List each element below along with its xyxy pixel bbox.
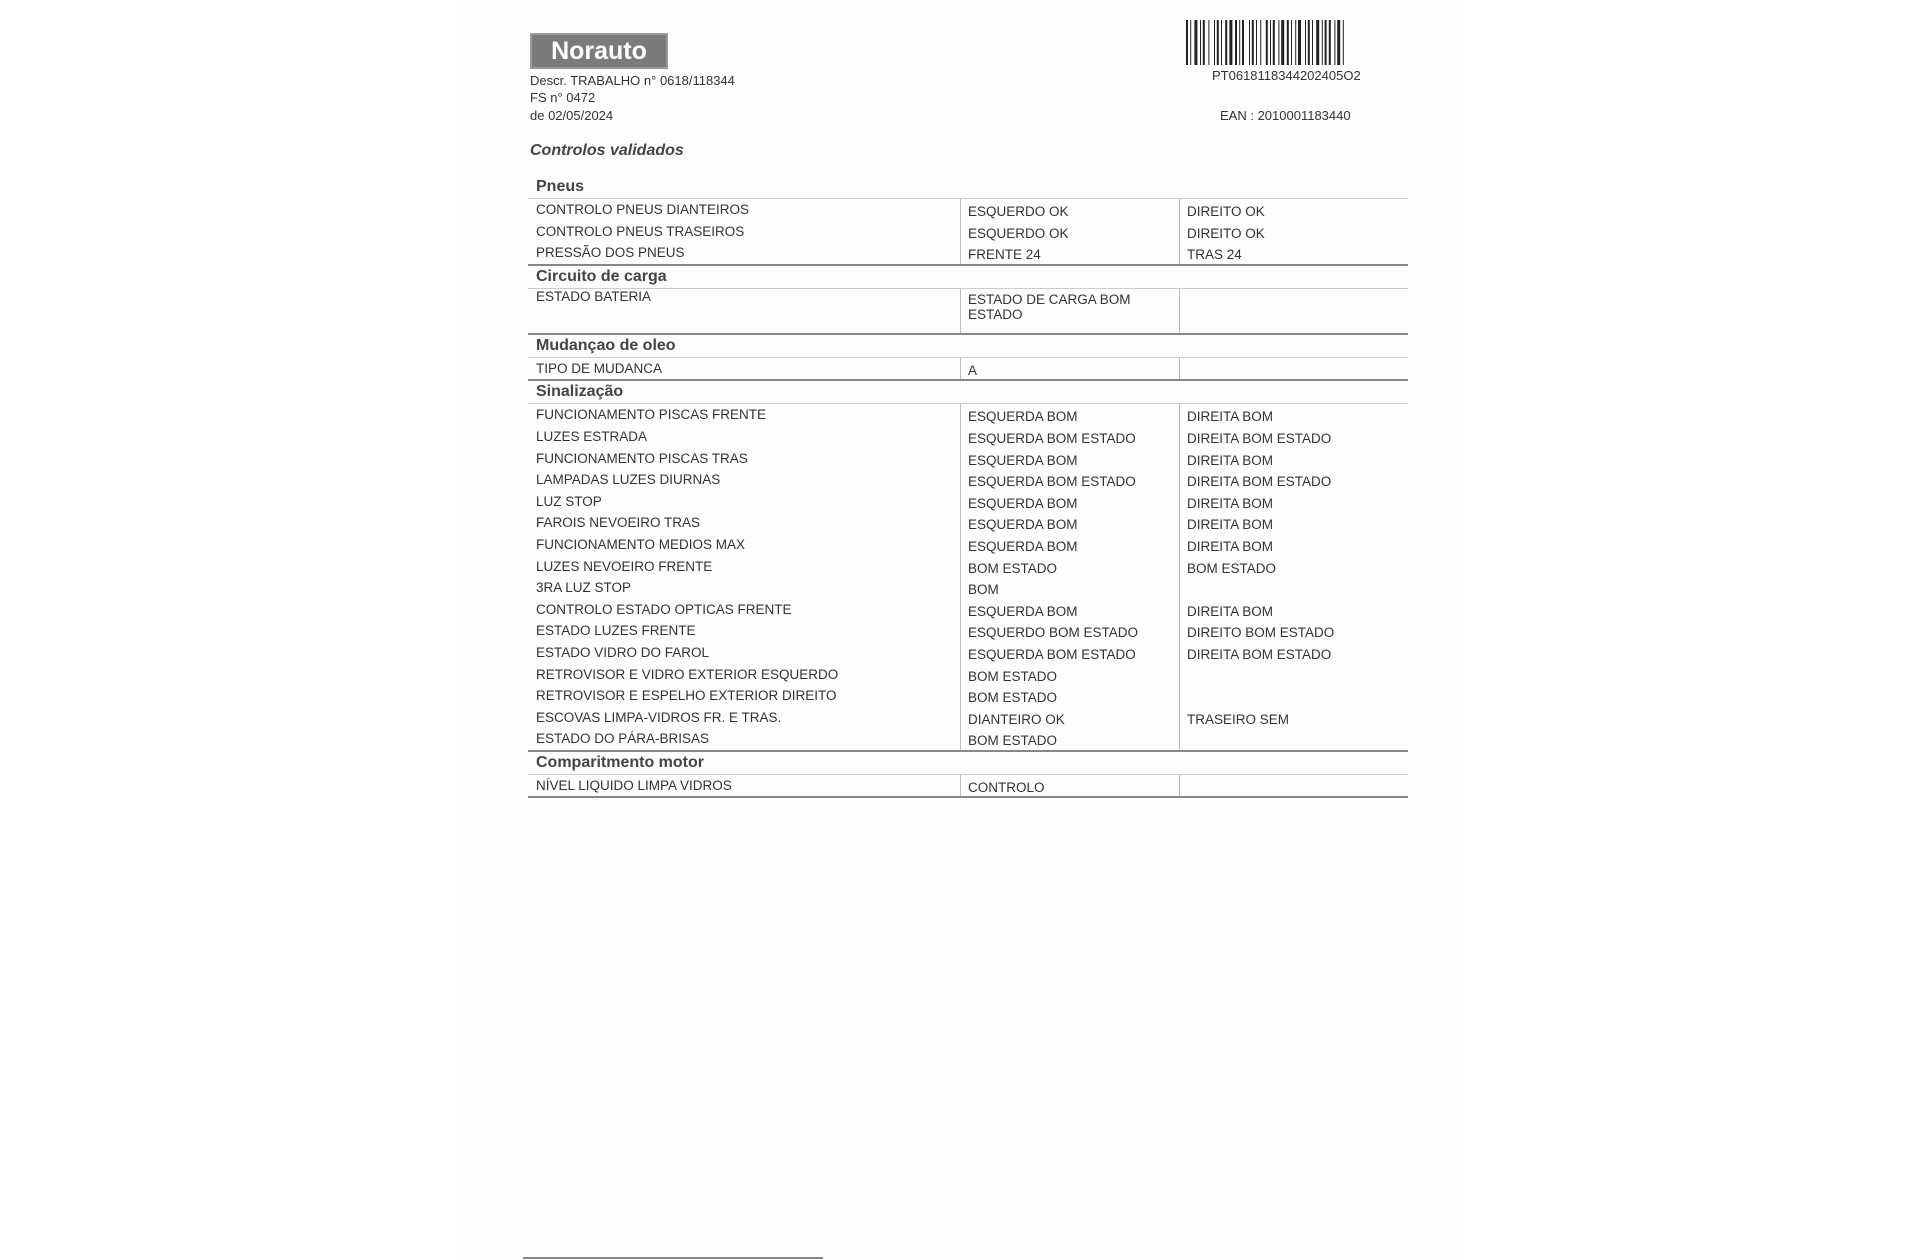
result-right: TRAS 24 [1179,242,1408,264]
table-row [528,707,1408,729]
control-name: FUNCIONAMENTO PISCAS FRENTE [536,407,767,423]
work-description: Descr. TRABALHO n° 0618/118344 [530,73,735,88]
control-name: CONTROLO PNEUS TRASEIROS [536,223,745,239]
result-left: ESQUERDO OK [960,221,1179,243]
result-left: BOM ESTADO [960,556,1179,578]
control-name: LUZES NEVOEIRO FRENTE [536,558,713,574]
result-right: DIREITA BOM [1179,404,1408,426]
result-right: BOM ESTADO [1179,556,1408,578]
controls-table [528,176,1408,798]
result-right: TRASEIRO SEM [1179,707,1408,729]
result-right: DIREITA BOM [1179,448,1408,470]
page-divider [523,1257,823,1259]
result-left: BOM [960,577,1179,599]
table-row [528,358,1408,380]
control-name: ESTADO LUZES FRENTE [536,623,696,639]
result-left: DIANTEIRO OK [960,707,1179,729]
result-left: BOM ESTADO [960,685,1179,707]
control-name: ESTADO DO PÁRA-BRISAS [536,731,710,747]
table-row [528,577,1408,599]
result-right: DIREITA BOM ESTADO [1179,469,1408,491]
result-right: DIREITO BOM ESTADO [1179,620,1408,642]
result-right [1179,685,1408,707]
result-right: DIREITA BOM [1179,512,1408,534]
control-name: TIPO DE MUDANCA [536,360,663,376]
control-name: PRESSÃO DOS PNEUS [536,245,685,261]
table-row [528,620,1408,642]
control-name: ESTADO VIDRO DO FAROL [536,644,710,660]
result-left: ESQUERDA BOM ESTADO [960,469,1179,491]
table-row [528,556,1408,578]
result-left: ESQUERDO BOM ESTADO [960,620,1179,642]
table-row [528,404,1408,426]
control-name: CONTROLO ESTADO OPTICAS FRENTE [536,601,792,617]
group-title: Sinalização [536,383,624,401]
result-left: BOM ESTADO [960,728,1179,750]
result-left: ESQUERDA BOM [960,404,1179,426]
table-row [528,642,1408,664]
result-left: ESQUERDA BOM [960,534,1179,556]
result-right [1179,664,1408,686]
result-right [1179,358,1408,380]
result-right: DIREITA BOM [1179,491,1408,513]
barcode-number: PT0618118344202405O2 [1212,68,1361,83]
control-name: RETROVISOR E VIDRO EXTERIOR ESQUERDO [536,666,839,682]
result-right: DIREITA BOM [1179,599,1408,621]
result-left: ESQUERDO OK [960,199,1179,221]
control-name: ESCOVAS LIMPA-VIDROS FR. E TRAS. [536,709,782,725]
table-row [528,426,1408,448]
control-name: LUZ STOP [536,493,602,509]
result-left: ESQUERDA BOM [960,512,1179,534]
page-title: Controlos validados [530,142,684,159]
result-right [1179,775,1408,797]
result-left: CONTROLO [960,775,1179,797]
control-name: FAROIS NEVOEIRO TRAS [536,515,701,531]
result-left: BOM ESTADO [960,664,1179,686]
control-name: NÍVEL LIQUIDO LIMPA VIDROS [536,777,732,793]
table-row [528,242,1408,264]
norauto-logo: Norauto [530,33,668,69]
ean-code: EAN : 2010001183440 [1220,108,1351,123]
table-row [528,775,1408,797]
table-row [528,685,1408,707]
table-row [528,448,1408,470]
result-left: A [960,358,1179,380]
result-right: DIREITA BOM [1179,534,1408,556]
control-name: CONTROLO PNEUS DIANTEIROS [536,202,750,217]
table-row [528,289,1408,333]
group-title: Pneus [536,178,585,195]
result-left: ESQUERDA BOM ESTADO [960,642,1179,664]
result-left: ESQUERDA BOM [960,599,1179,621]
result-left: FRENTE 24 [960,242,1179,264]
table-row [528,469,1408,491]
result-right: DIREITO OK [1179,221,1408,243]
group-title: Comparitmento motor [536,753,704,771]
fs-number: FS n° 0472 [530,90,596,105]
result-right [1179,728,1408,750]
control-name: RETROVISOR E ESPELHO EXTERIOR DIREITO [536,688,837,704]
control-name: LAMPADAS LUZES DIURNAS [536,472,721,488]
result-left: ESQUERDA BOM ESTADO [960,426,1179,448]
document-date: de 02/05/2024 [530,108,614,123]
table-row [528,491,1408,513]
group-title: Circuito de carga [536,267,667,285]
table-row [528,534,1408,556]
table-row [528,599,1408,621]
table-row [528,728,1408,750]
table-row [528,664,1408,686]
barcode-image [1186,20,1396,65]
group-title: Mudançao de oleo [536,336,676,354]
result-right: DIREITA BOM ESTADO [1179,642,1408,664]
result-left: ESQUERDA BOM [960,491,1179,513]
result-right [1179,577,1408,599]
table-row [528,512,1408,534]
result-left: ESTADO DE CARGA BOM ESTADO [960,289,1179,333]
result-left: ESQUERDA BOM [960,448,1179,470]
control-name: 3RA LUZ STOP [536,580,632,596]
result-right: DIREITA BOM ESTADO [1179,426,1408,448]
control-name: FUNCIONAMENTO MEDIOS MAX [536,536,746,552]
result-right [1179,289,1408,333]
result-right: DIREITO OK [1179,199,1408,221]
control-name: FUNCIONAMENTO PISCAS TRAS [536,450,748,466]
table-row [528,199,1408,221]
control-name: ESTADO BATERIA [536,288,652,304]
table-row [528,221,1408,243]
control-name: LUZES ESTRADA [536,428,648,444]
